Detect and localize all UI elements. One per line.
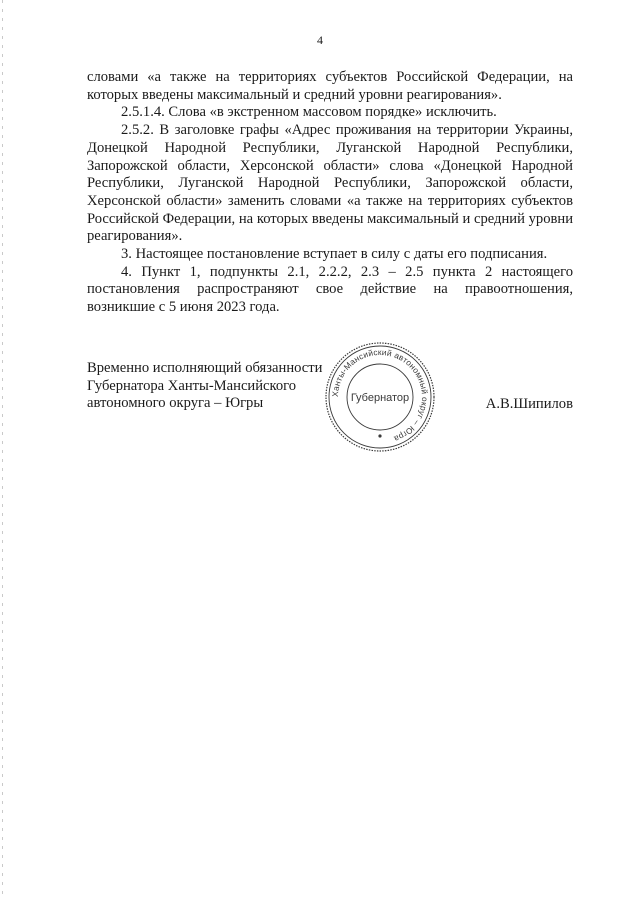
paragraph: словами «а также на территориях субъектов Российской Федерации, на которых введены максимальный и средний уровни реагирования». — [87, 69, 573, 103]
signer-name: А.В.Шипилов — [485, 396, 573, 412]
page-number: 4 — [317, 33, 323, 47]
signer-position-line: Временно исполняющий обязанности — [87, 360, 323, 376]
scan-edge-artifact — [2, 0, 3, 899]
signature-block — [87, 346, 573, 480]
official-seal — [323, 340, 437, 454]
seal-star-icon — [378, 434, 381, 437]
signer-position-line: Губернатора Ханты-Мансийского — [87, 377, 297, 394]
signer-position — [87, 360, 322, 413]
paragraph: 2.5.1.4. Слова «в экстренном массовом порядке» исключить. — [121, 104, 497, 121]
paragraph: 2.5.2. В заголовке графы «Адрес проживания на территории Украины, Донецкой Народной Республики, Луганской Народной Республики, Запорожской области, Херсонской области» слова «Донецкой Народной Республики, Луганской Народной Республики, Запорожской области, Херсонской области» заменить словами «а также на территориях субъектов Российской Федерации, на которых введены максимальный и средний уровни реагирования». — [87, 122, 573, 245]
document-body — [87, 69, 573, 317]
paragraph: 4. Пункт 1, подпункты 2.1, 2.2.2, 2.3 – 2.5 пункта 2 настоящего постановления распространяют свое действие на правоотношения, возникшие с 5 июня 2023 года. — [87, 263, 573, 316]
paragraph: 3. Настоящее постановление вступает в силу с даты его подписания. — [121, 246, 548, 263]
signer-position-line: автономного округа – Югры — [87, 395, 264, 412]
seal-center-text: Губернатор — [350, 392, 410, 404]
seal-ring-text: Ханты-Мансийский автономный округ – Югра — [329, 346, 431, 445]
